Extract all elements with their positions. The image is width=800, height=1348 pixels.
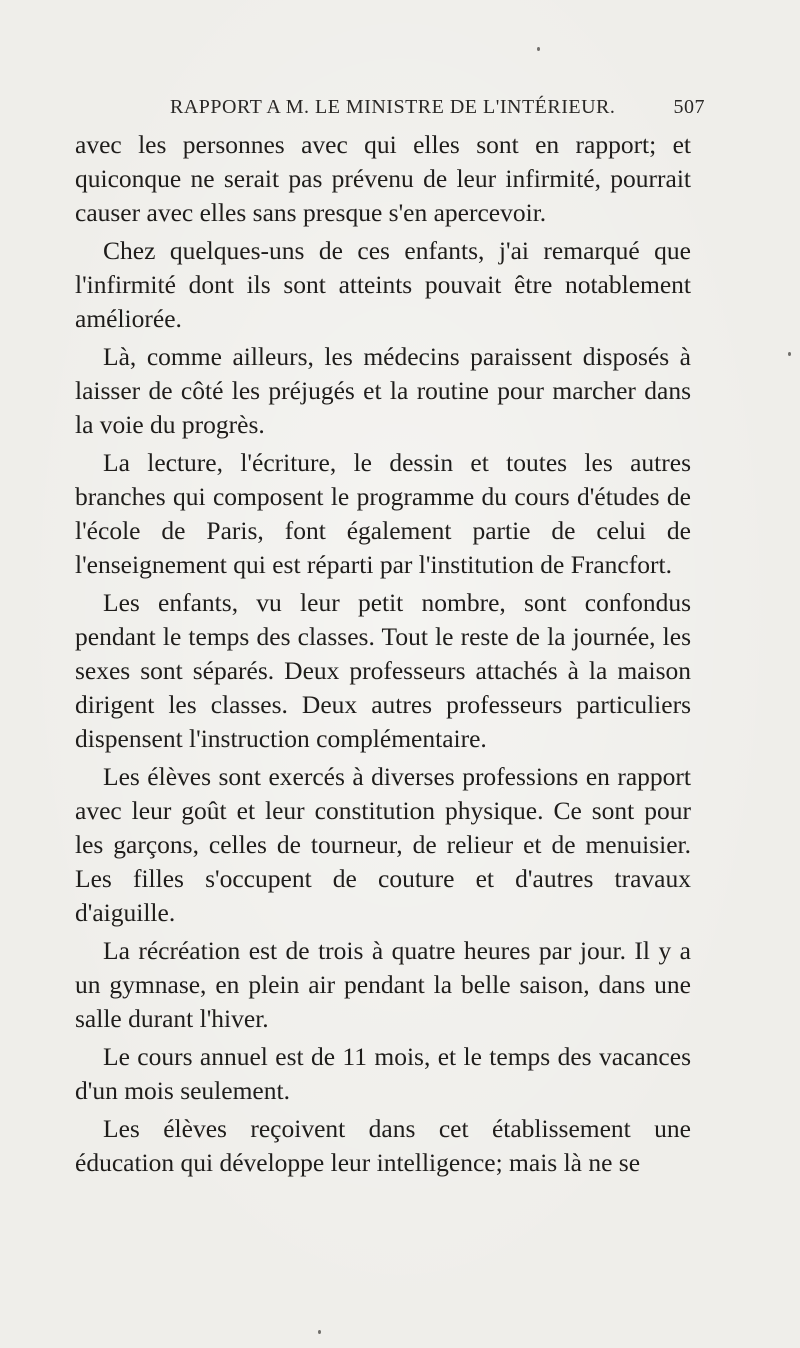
- paper-speck: [788, 352, 791, 356]
- paragraph: Les élèves sont exercés à diverses professions en rapport avec leur goût et leur constitution physique. Ce sont pour les garçons, celles de tourneur, de relieur et de menuisier. Les filles s'occupent de couture et d'autres travaux d'aiguille.: [75, 762, 691, 927]
- paper-speck: [318, 1330, 321, 1334]
- paragraph: Là, comme ailleurs, les médecins paraissent disposés à laisser de côté les préjugés et la routine pour marcher dans la voie du progrès.: [75, 342, 691, 439]
- page-header: [170, 96, 705, 126]
- paragraph: Les élèves reçoivent dans cet établissement une éducation qui développe leur intelligence; mais là ne se: [75, 1114, 691, 1177]
- paragraph: La lecture, l'écriture, le dessin et toutes les autres branches qui composent le programme du cours d'études de l'école de Paris, font également partie de celui de l'enseignement qui est réparti par l'institution de Francfort.: [75, 448, 691, 579]
- paragraph: La récréation est de trois à quatre heures par jour. Il y a un gymnase, en plein air pendant la belle saison, dans une salle durant l'hiver.: [75, 936, 691, 1033]
- body-text: [75, 128, 691, 1180]
- paragraph: Les enfants, vu leur petit nombre, sont confondus pendant le temps des classes. Tout le reste de la journée, les sexes sont séparés. Deux professeurs attachés à la maison dirigent les classes. Deux autres professeurs particuliers dispensent l'instruction complémentaire.: [75, 588, 691, 753]
- page-number: 507: [673, 96, 705, 118]
- paper-speck: [537, 47, 540, 51]
- paragraph: avec les personnes avec qui elles sont en rapport; et quiconque ne serait pas prévenu de leur infirmité, pourrait causer avec elles sans presque s'en apercevoir.: [75, 130, 691, 227]
- paragraph: Le cours annuel est de 11 mois, et le temps des vacances d'un mois seulement.: [75, 1042, 691, 1105]
- paragraph: Chez quelques-uns de ces enfants, j'ai remarqué que l'infirmité dont ils sont atteints pouvait être notablement améliorée.: [75, 236, 691, 333]
- running-title: RAPPORT A M. LE MINISTRE DE L'INTÉRIEUR.: [170, 96, 616, 118]
